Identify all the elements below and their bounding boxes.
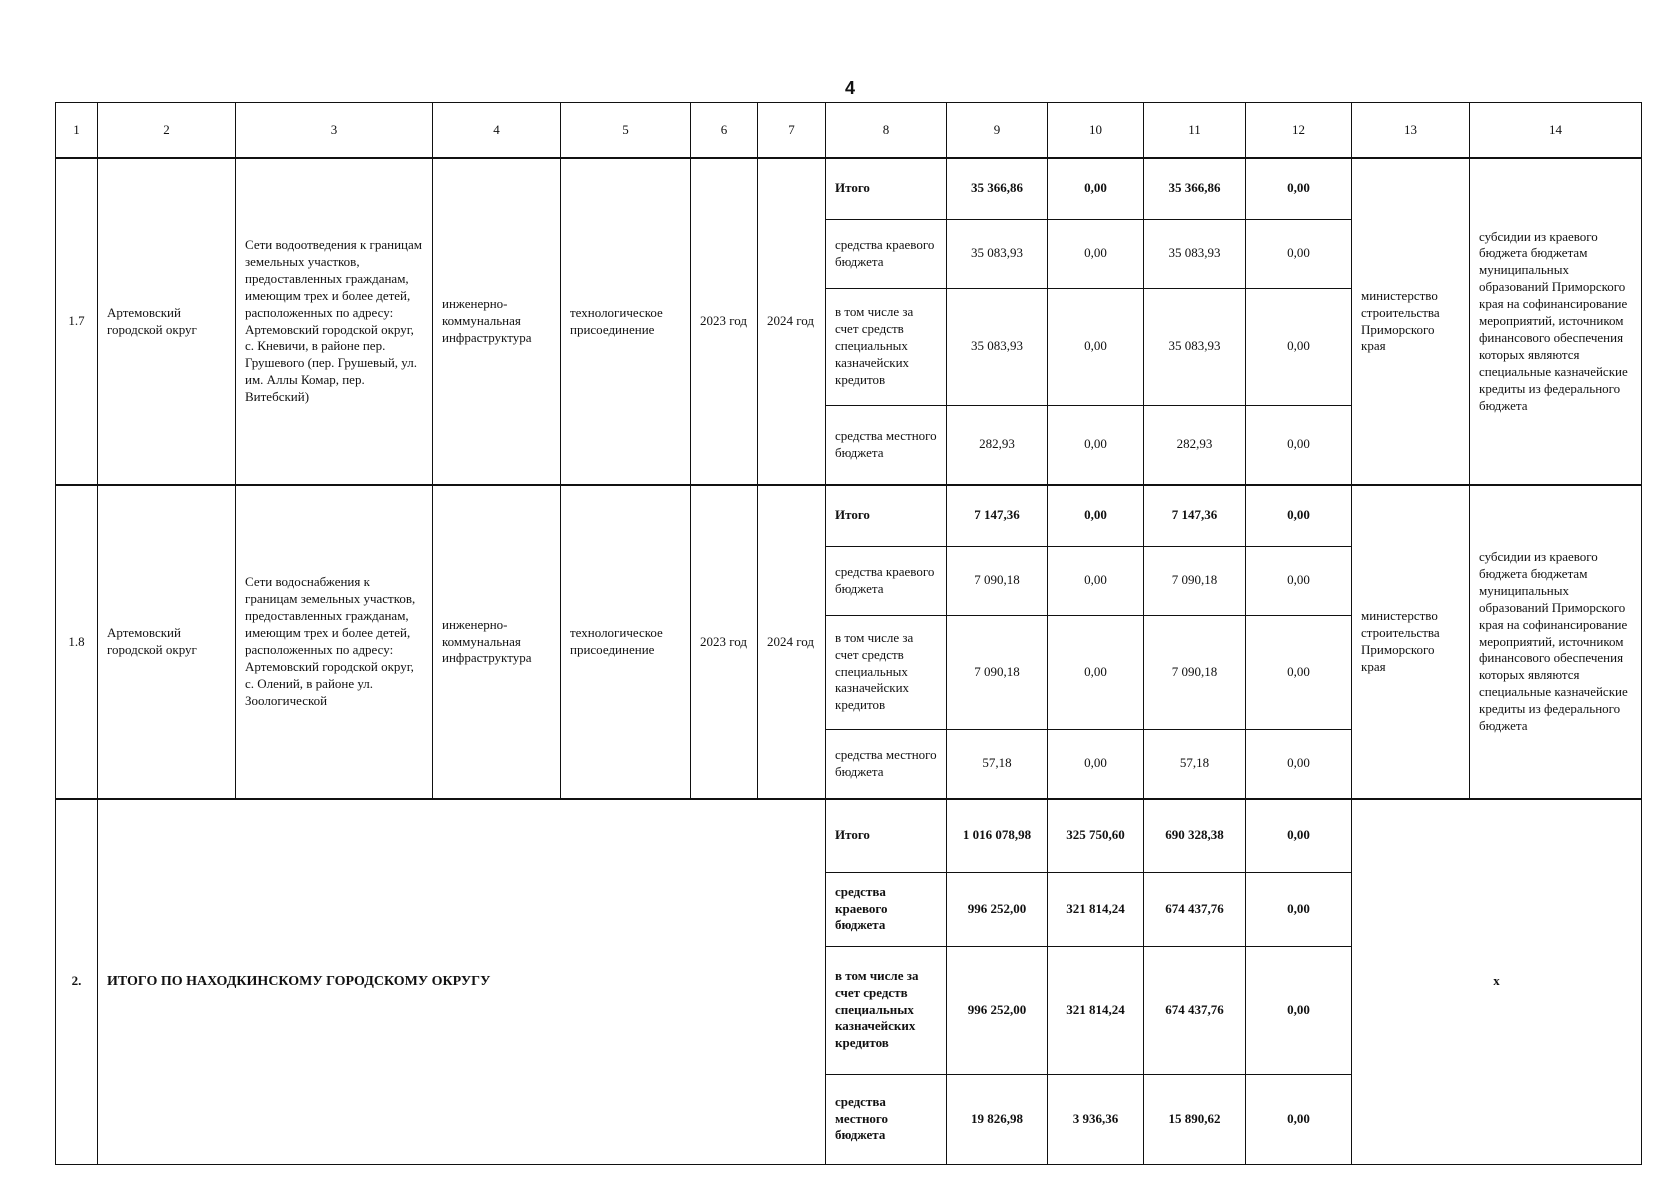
value-cell: 0,00 (1246, 799, 1352, 872)
row-label: средства местного бюджета (826, 405, 947, 485)
value-cell: 996 252,00 (947, 872, 1048, 946)
entry-start-year: 2023 год (691, 485, 758, 799)
column-header: 6 (691, 103, 758, 159)
total-mark: х (1352, 799, 1642, 1164)
column-header: 14 (1470, 103, 1642, 159)
budget-table (55, 102, 1642, 1165)
column-header: 11 (1144, 103, 1246, 159)
row-label: в том числе за счет средств специальных казначейских кредитов (826, 288, 947, 405)
value-cell: 0,00 (1048, 546, 1144, 615)
value-cell: 1 016 078,98 (947, 799, 1048, 872)
total-number: 2. (56, 799, 98, 1164)
value-cell: 325 750,60 (1048, 799, 1144, 872)
value-cell: 15 890,62 (1144, 1074, 1246, 1164)
entry-object: Сети водоснабжения к границам земельных участков, предоставленных гражданам, имеющим трех и более детей, расположенных по адресу: Артемовский городской округ, с. Олений, в районе ул. Зоологической (236, 485, 433, 799)
entry-type: технологическое присоединение (561, 485, 691, 799)
entry-ministry: министерство строительства Приморского края (1352, 485, 1470, 799)
row-label: средства местного бюджета (826, 1074, 947, 1164)
column-header: 8 (826, 103, 947, 159)
value-cell: 996 252,00 (947, 946, 1048, 1074)
value-cell: 0,00 (1048, 729, 1144, 799)
entry-start-year: 2023 год (691, 158, 758, 485)
column-header: 7 (758, 103, 826, 159)
column-header: 10 (1048, 103, 1144, 159)
value-cell: 7 090,18 (947, 546, 1048, 615)
row-label: средства краевого бюджета (826, 872, 947, 946)
table-row (56, 485, 1642, 546)
value-cell: 321 814,24 (1048, 872, 1144, 946)
value-cell: 0,00 (1246, 158, 1352, 219)
entry-end-year: 2024 год (758, 158, 826, 485)
column-header: 12 (1246, 103, 1352, 159)
column-header: 5 (561, 103, 691, 159)
value-cell: 57,18 (947, 729, 1048, 799)
value-cell: 0,00 (1246, 1074, 1352, 1164)
value-cell: 674 437,76 (1144, 872, 1246, 946)
value-cell: 0,00 (1246, 405, 1352, 485)
value-cell: 282,93 (947, 405, 1048, 485)
value-cell: 282,93 (1144, 405, 1246, 485)
value-cell: 0,00 (1048, 485, 1144, 546)
value-cell: 57,18 (1144, 729, 1246, 799)
entry-note: субсидии из краевого бюджета бюджетам муниципальных образований Приморского края на софинансирование мероприятий, источником финансового обеспечения которых являются специальные казначейские кредиты из федерального бюджета (1470, 158, 1642, 485)
value-cell: 35 366,86 (947, 158, 1048, 219)
entry-ministry: министерство строительства Приморского края (1352, 158, 1470, 485)
value-cell: 35 083,93 (947, 288, 1048, 405)
row-label: средства краевого бюджета (826, 546, 947, 615)
table-row (56, 158, 1642, 219)
entry-district: Артемовский городской округ (98, 485, 236, 799)
value-cell: 0,00 (1246, 615, 1352, 729)
column-header: 1 (56, 103, 98, 159)
column-header: 2 (98, 103, 236, 159)
entry-end-year: 2024 год (758, 485, 826, 799)
value-cell: 0,00 (1048, 288, 1144, 405)
value-cell: 0,00 (1246, 946, 1352, 1074)
value-cell: 7 090,18 (1144, 546, 1246, 615)
column-header: 4 (433, 103, 561, 159)
value-cell: 321 814,24 (1048, 946, 1144, 1074)
value-cell: 0,00 (1246, 872, 1352, 946)
row-label: Итого (826, 158, 947, 219)
value-cell: 690 328,38 (1144, 799, 1246, 872)
value-cell: 0,00 (1048, 219, 1144, 288)
value-cell: 0,00 (1246, 729, 1352, 799)
entry-district: Артемовский городской округ (98, 158, 236, 485)
entry-number: 1.8 (56, 485, 98, 799)
value-cell: 7 147,36 (947, 485, 1048, 546)
row-label: Итого (826, 799, 947, 872)
value-cell: 35 083,93 (1144, 288, 1246, 405)
value-cell: 7 147,36 (1144, 485, 1246, 546)
value-cell: 0,00 (1048, 615, 1144, 729)
value-cell: 35 083,93 (1144, 219, 1246, 288)
row-label: Итого (826, 485, 947, 546)
entry-number: 1.7 (56, 158, 98, 485)
column-header: 9 (947, 103, 1048, 159)
value-cell: 0,00 (1246, 219, 1352, 288)
entry-category: инженерно-коммунальная инфраструктура (433, 485, 561, 799)
value-cell: 0,00 (1048, 158, 1144, 219)
value-cell: 7 090,18 (1144, 615, 1246, 729)
value-cell: 0,00 (1246, 546, 1352, 615)
value-cell: 0,00 (1048, 405, 1144, 485)
value-cell: 0,00 (1246, 288, 1352, 405)
value-cell: 3 936,36 (1048, 1074, 1144, 1164)
value-cell: 7 090,18 (947, 615, 1048, 729)
value-cell: 19 826,98 (947, 1074, 1048, 1164)
page-number: 4 (844, 78, 855, 98)
row-label: средства краевого бюджета (826, 219, 947, 288)
entry-type: технологическое присоединение (561, 158, 691, 485)
value-cell: 0,00 (1246, 485, 1352, 546)
column-number-row (56, 103, 1642, 159)
row-label: средства местного бюджета (826, 729, 947, 799)
column-header: 3 (236, 103, 433, 159)
value-cell: 35 083,93 (947, 219, 1048, 288)
row-label: в том числе за счет средств специальных казначейских кредитов (826, 946, 947, 1074)
entry-note: субсидии из краевого бюджета бюджетам муниципальных образований Приморского края на софинансирование мероприятий, источником финансового обеспечения которых являются специальные казначейские кредиты из федерального бюджета (1470, 485, 1642, 799)
value-cell: 674 437,76 (1144, 946, 1246, 1074)
total-label: ИТОГО ПО НАХОДКИНСКОМУ ГОРОДСКОМУ ОКРУГУ (98, 799, 826, 1164)
entry-object: Сети водоотведения к границам земельных участков, предоставленных гражданам, имеющим трех и более детей, расположенных по адресу: Артемовский городской округ, с. Кневичи, в районе пер. Грушевого (пер. Грушевый, ул. им. Аллы Комар, пер. Витебский) (236, 158, 433, 485)
value-cell: 35 366,86 (1144, 158, 1246, 219)
entry-category: инженерно-коммунальная инфраструктура (433, 158, 561, 485)
row-label: в том числе за счет средств специальных казначейских кредитов (826, 615, 947, 729)
table-row (56, 799, 1642, 872)
column-header: 13 (1352, 103, 1470, 159)
